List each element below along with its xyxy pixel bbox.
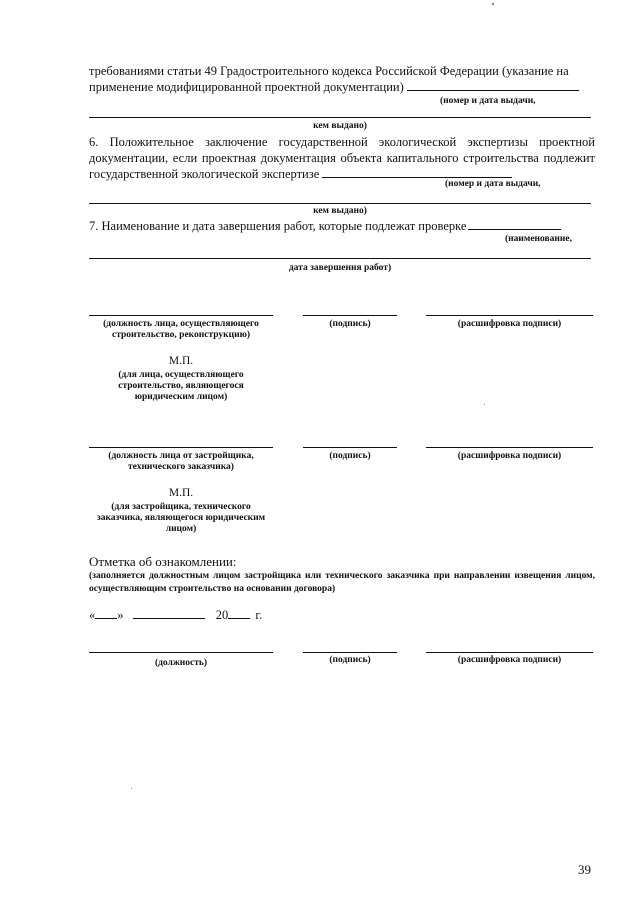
sig2-signature-caption: (подпись) xyxy=(329,451,371,461)
sig2-decode-field[interactable] xyxy=(426,447,593,448)
modified-docs-field[interactable] xyxy=(407,90,579,91)
sig2-position-caption: (должность лица от застройщика, технического заказчика) xyxy=(108,451,254,472)
sig2-stamp: М.П. xyxy=(168,487,194,499)
sig1-stamp-note: (для лица, осуществляющего строительство, являющегося юридическим лицом) xyxy=(118,370,244,402)
ack-note: (заполняется должностным лицом застройщика или технического заказчика при направлении извещения лицом, осуществляющим строительство на основании договора) xyxy=(89,571,595,594)
sig2-decode-caption: (расшифровка подписи) xyxy=(457,451,562,461)
scan-speck xyxy=(484,404,485,405)
item7-end-date-field[interactable] xyxy=(89,258,591,259)
sig1-signature-caption: (подпись) xyxy=(329,319,371,329)
sig1-position-caption: (должность лица, осуществляющего строительство, реконструкцию) xyxy=(103,319,259,340)
sig1-decode-caption: (расшифровка подписи) xyxy=(457,319,562,329)
sig1-signature-field[interactable] xyxy=(303,315,397,316)
ack-position-caption: (должность) xyxy=(154,658,208,668)
ack-decode-field[interactable] xyxy=(426,652,593,653)
sig1-stamp: М.П. xyxy=(168,355,194,367)
item6-issuer-field[interactable] xyxy=(89,203,591,204)
date-month-field[interactable] xyxy=(133,618,205,619)
sig2-signature-field[interactable] xyxy=(303,447,397,448)
page-number: 39 xyxy=(578,862,591,877)
ack-position-field[interactable] xyxy=(89,652,273,653)
item6-hint-issuer: кем выдано) xyxy=(313,206,367,216)
item7-text-content: 7. Наименование и дата завершения работ, которые подлежат проверке xyxy=(89,219,467,233)
date-year-field[interactable] xyxy=(228,618,250,619)
item7-hint-end-date: дата завершения работ) xyxy=(288,263,392,273)
intro-issuer-field[interactable] xyxy=(89,117,591,118)
scan-speck xyxy=(492,3,494,5)
ack-title: Отметка об ознакомлении: xyxy=(89,554,237,569)
date-day-field[interactable] xyxy=(95,618,117,619)
sig1-decode-field[interactable] xyxy=(426,315,593,316)
sig2-stamp-note: (для застройщика, технического заказчика, являющегося юридическим лицом) xyxy=(96,502,266,534)
item7-field[interactable] xyxy=(468,229,561,230)
ack-signature-caption: (подпись) xyxy=(329,655,371,665)
year-suffix: г. xyxy=(255,608,263,622)
year-prefix: 20 xyxy=(215,608,229,622)
item6-field[interactable] xyxy=(322,177,512,178)
ack-date-row xyxy=(89,608,389,623)
date-close-quote: » xyxy=(117,608,124,622)
item6-text-content: 6. Положительное заключение государственной экологической экспертизы проектной документации, если проектная документация объекта капитального строительства подлежит государственной экологической экспертизе xyxy=(89,135,595,181)
ack-decode-caption: (расшифровка подписи) xyxy=(457,655,562,665)
ack-signature-field[interactable] xyxy=(303,652,397,653)
sig1-position-field[interactable] xyxy=(89,315,273,316)
intro-line-1: требованиями статьи 49 Градостроительного кодекса Российской Федерации (указание на xyxy=(89,64,569,78)
intro-line-2-text: применение модифицированной проектной документации) xyxy=(89,80,404,94)
intro-line-2 xyxy=(89,79,595,95)
intro-hint-number-date: (номер и дата выдачи, xyxy=(440,96,536,106)
item6-hint-number-date: (номер и дата выдачи, xyxy=(445,179,541,189)
sig2-position-field[interactable] xyxy=(89,447,273,448)
scan-speck xyxy=(131,788,132,789)
item7-hint-name: (наименование, xyxy=(505,234,572,244)
item6-text xyxy=(89,134,595,182)
date-open-quote: « xyxy=(89,608,96,622)
intro-hint-issuer: кем выдано) xyxy=(313,121,367,131)
item7-text xyxy=(89,218,595,234)
